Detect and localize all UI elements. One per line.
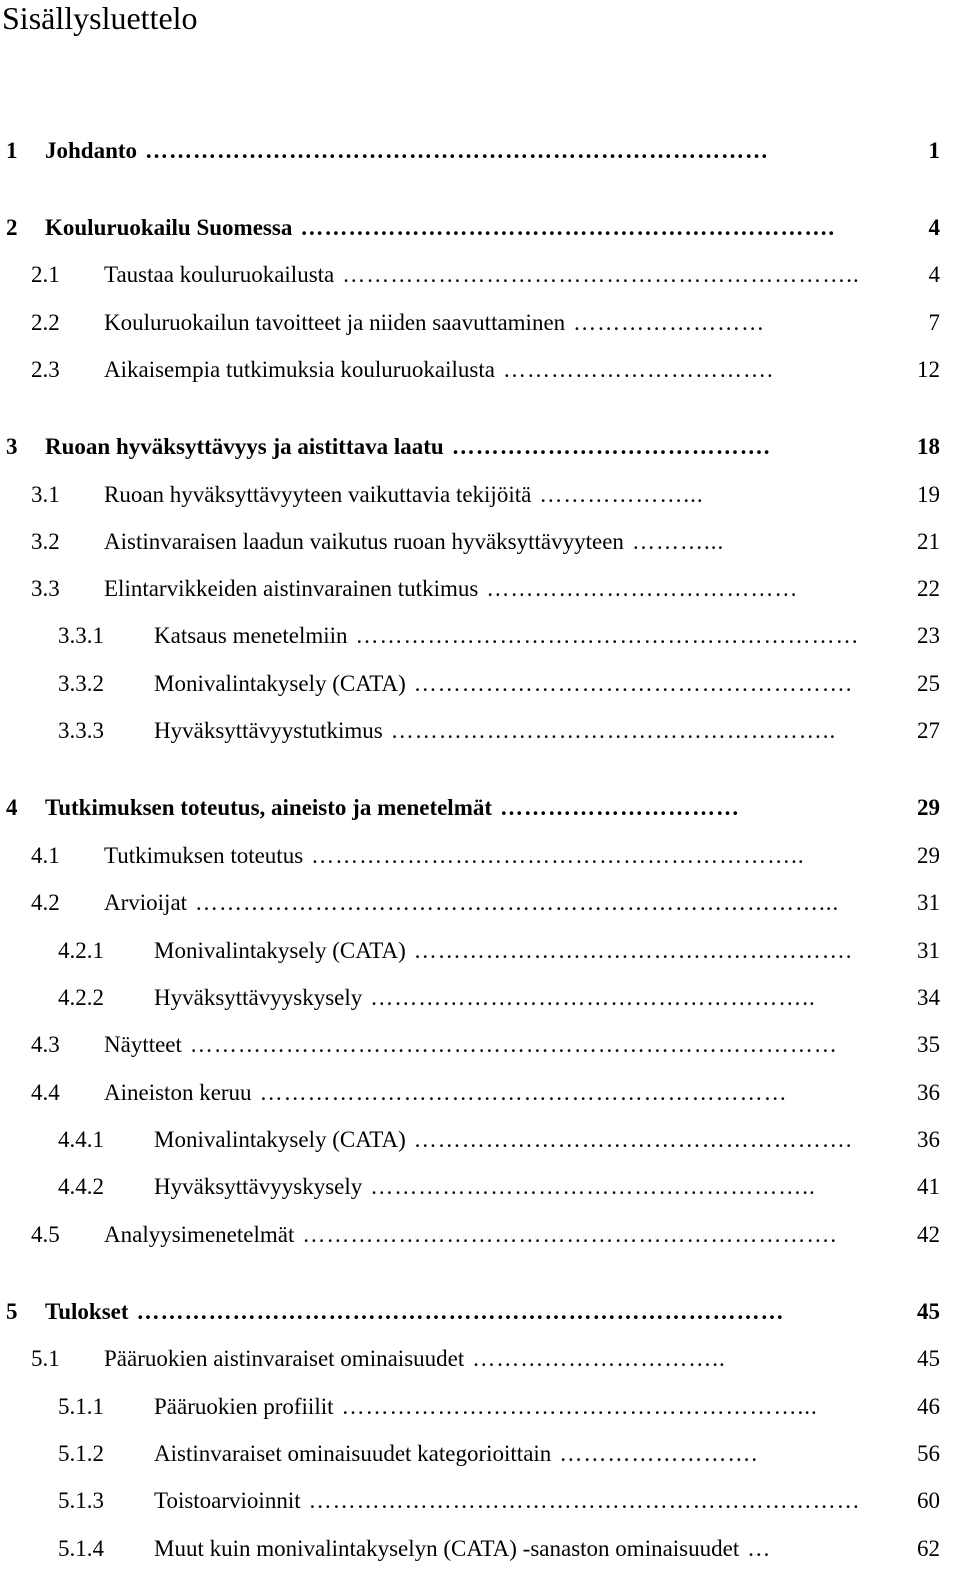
toc-entry-leader: …………………………..: [472, 1346, 726, 1371]
toc-entry-number: 2.3: [31, 357, 60, 382]
toc-entry-page: 31: [917, 890, 940, 915]
toc-entry[interactable]: [0, 136, 940, 166]
toc-entry-title: Monivalintakysely (CATA): [154, 671, 406, 696]
toc-entry-title: Aistinvaraisen laadun vaikutus ruoan hyväksyttävyyteen: [104, 529, 624, 554]
toc-entry-leader: ………………………………….: [451, 434, 771, 459]
toc-entry-leader: …: [747, 1536, 772, 1561]
toc-entry-leader: …………………………….: [502, 357, 774, 382]
toc-entry[interactable]: [0, 213, 940, 243]
toc-entry-title: Analyysimenetelmät: [104, 1222, 295, 1247]
toc-entry[interactable]: [0, 936, 940, 966]
toc-entry-title: Hyväksyttävyyskysely: [154, 1174, 363, 1199]
toc-entry-title: Monivalintakysely (CATA): [154, 1127, 406, 1152]
toc-entry-page: 23: [917, 623, 940, 648]
toc-entry-number: 3: [6, 434, 18, 459]
toc-entry-number: 3.3: [31, 576, 60, 601]
toc-entry-number: 4.2.1: [58, 938, 104, 963]
toc-entry[interactable]: [0, 841, 940, 871]
toc-entry-page: 36: [917, 1127, 940, 1152]
toc-entry-number: 3.3.2: [58, 671, 104, 696]
toc-entry-number: 4.5: [31, 1222, 60, 1247]
toc-entry[interactable]: [0, 308, 940, 338]
toc-entry-page: 62: [917, 1536, 940, 1561]
toc-entry-number: 5.1.4: [58, 1536, 104, 1561]
toc-entry-number: 5.1.2: [58, 1441, 104, 1466]
toc-entry-page: 46: [917, 1394, 940, 1419]
toc-entry-title: Kouluruokailu Suomessa: [45, 215, 293, 240]
toc-entry-number: 4.1: [31, 843, 60, 868]
toc-entry-title: Aikaisempia tutkimuksia kouluruokailusta: [104, 357, 495, 382]
toc-entry-page: 36: [917, 1080, 940, 1105]
toc-entry-leader: ……………………………………………………………………: [145, 138, 770, 163]
toc-entry-title: Ruoan hyväksyttävyys ja aistittava laatu: [45, 434, 444, 459]
toc-entry-page: 12: [917, 357, 940, 382]
toc-entry-page: 60: [917, 1488, 940, 1513]
toc-entry-title: Katsaus menetelmiin: [154, 623, 348, 648]
toc-entry-title: Aistinvaraiset ominaisuudet kategorioittain: [154, 1441, 552, 1466]
toc-entry-title: Pääruokien aistinvaraiset ominaisuudet: [104, 1346, 465, 1371]
toc-entry-leader: ……………………………………………………………: [308, 1488, 861, 1513]
toc-entry-title: Tulokset: [45, 1299, 129, 1324]
toc-entry-leader: ……………………………………………….: [413, 938, 853, 963]
toc-entry[interactable]: [0, 1297, 940, 1327]
toc-entry-leader: ………………………………………………………: [355, 623, 860, 648]
toc-entry-number: 5.1: [31, 1346, 60, 1371]
toc-entry-number: 1: [6, 138, 18, 163]
toc-entry-number: 3.1: [31, 482, 60, 507]
toc-entry-page: 19: [917, 482, 940, 507]
toc-entry-page: 4: [928, 215, 940, 240]
toc-entry[interactable]: [0, 1344, 940, 1374]
toc-entry-leader: ……………………………………………….: [413, 1127, 853, 1152]
toc-entry-page: 18: [917, 434, 940, 459]
toc-entry-number: 4.3: [31, 1032, 60, 1057]
toc-entry-page: 45: [917, 1346, 940, 1371]
toc-entry-leader: …………………….: [559, 1441, 759, 1466]
toc-entry-number: 4.4.2: [58, 1174, 104, 1199]
toc-entry-number: 2.1: [31, 262, 60, 287]
toc-entry-leader: …………………………: [500, 795, 741, 820]
toc-entry-leader: …………………………………………………...: [341, 1394, 818, 1419]
toc-entry-title: Aineiston keruu: [104, 1080, 252, 1105]
toc-entry-title: Muut kuin monivalintakyselyn (CATA) -sanaston ominaisuudet: [154, 1536, 740, 1561]
toc-entry[interactable]: [0, 432, 940, 462]
toc-entry-number: 4.2.2: [58, 985, 104, 1010]
toc-entry[interactable]: [0, 574, 940, 604]
toc-entry-title: Arvioijat: [104, 890, 188, 915]
toc-entry[interactable]: [0, 1220, 940, 1250]
toc-entry-page: 25: [917, 671, 940, 696]
toc-entry-title: Näytteet: [104, 1032, 182, 1057]
toc-entry[interactable]: [0, 260, 940, 290]
toc-entry[interactable]: [0, 1172, 940, 1202]
toc-entry[interactable]: [0, 716, 940, 746]
toc-entry[interactable]: [0, 983, 940, 1013]
toc-entry-leader: ……………………………………………….: [413, 671, 853, 696]
page-title: Sisällysluettelo: [2, 0, 198, 36]
toc-entry-leader: ………………………………………………………………………: [136, 1299, 785, 1324]
toc-entry[interactable]: [0, 669, 940, 699]
toc-entry-page: 29: [917, 843, 940, 868]
toc-entry[interactable]: [0, 1392, 940, 1422]
toc-entry-title: Kouluruokailun tavoitteet ja niiden saavuttaminen: [104, 310, 566, 335]
toc-entry-number: 5.1.1: [58, 1394, 104, 1419]
toc-entry-page: 31: [917, 938, 940, 963]
toc-entry-leader: …………………………………: [486, 576, 799, 601]
toc-entry-leader: ……………………: [573, 310, 766, 335]
toc-entry[interactable]: [0, 480, 940, 510]
toc-entry-page: 42: [917, 1222, 940, 1247]
toc-entry-leader: ………………………………………………..: [370, 1174, 816, 1199]
toc-entry-number: 3.3.1: [58, 623, 104, 648]
toc-entry-title: Taustaa kouluruokailusta: [104, 262, 335, 287]
toc-entry-title: Tutkimuksen toteutus: [104, 843, 304, 868]
toc-entry-page: 29: [917, 795, 940, 820]
toc-entry-number: 2: [6, 215, 18, 240]
toc-entry[interactable]: [0, 1125, 940, 1155]
toc-entry-number: 4.4.1: [58, 1127, 104, 1152]
toc-entry-title: Elintarvikkeiden aistinvarainen tutkimus: [104, 576, 479, 601]
toc-entry[interactable]: [0, 1534, 940, 1564]
toc-entry-page: 41: [917, 1174, 940, 1199]
toc-entry[interactable]: [0, 1486, 940, 1516]
toc-entry-title: Toistoarvioinnit: [154, 1488, 301, 1513]
toc-entry-title: Pääruokien profiilit: [154, 1394, 334, 1419]
toc-entry[interactable]: [0, 888, 940, 918]
toc-entry-page: 7: [928, 310, 940, 335]
toc-entry[interactable]: [0, 355, 940, 385]
toc-entry-title: Monivalintakysely (CATA): [154, 938, 406, 963]
toc-entry-number: 5: [6, 1299, 18, 1324]
toc-entry-leader: ……………………………………………………………………...: [195, 890, 840, 915]
toc-entry[interactable]: [0, 527, 940, 557]
toc-entry-number: 3.2: [31, 529, 60, 554]
toc-entry-number: 2.2: [31, 310, 60, 335]
toc-entry-leader: …………………………………………………………: [259, 1080, 788, 1105]
toc-entry-number: 4.2: [31, 890, 60, 915]
toc-entry-leader: ………………...: [539, 482, 704, 507]
toc-entry-page: 45: [917, 1299, 940, 1324]
toc-entry-number: 3.3.3: [58, 718, 104, 743]
toc-entry[interactable]: [0, 1030, 940, 1060]
toc-entry-title: Tutkimuksen toteutus, aineisto ja menetelmät: [45, 795, 493, 820]
toc-entry[interactable]: [0, 621, 940, 651]
toc-entry-number: 5.1.3: [58, 1488, 104, 1513]
toc-entry-leader: ………………………………………………..: [390, 718, 837, 743]
toc-entry-leader: ………………………………………………………….: [300, 215, 836, 240]
toc-entry-title: Hyväksyttävyyskysely: [154, 985, 363, 1010]
toc-entry-leader: ……………………………………………………..: [311, 843, 805, 868]
toc-entry-page: 4: [928, 262, 940, 287]
toc-entry-title: Hyväksyttävyystutkimus: [154, 718, 383, 743]
toc-entry-leader: ………………………………………………………………………: [189, 1032, 838, 1057]
toc-entry-title: Johdanto: [45, 138, 138, 163]
toc-entry-page: 1: [928, 138, 940, 163]
toc-entry-leader: ………………………………………………………….: [302, 1222, 838, 1247]
toc-entry-leader: ………………………………………………………..: [342, 262, 860, 287]
toc-entry-page: 35: [917, 1032, 940, 1057]
toc-entry-page: 56: [917, 1441, 940, 1466]
toc-entry-number: 4: [6, 795, 18, 820]
toc-entry-page: 22: [917, 576, 940, 601]
toc-entry[interactable]: [0, 1078, 940, 1108]
toc-entry-leader: ………...: [631, 529, 725, 554]
toc-entry[interactable]: [0, 1439, 940, 1469]
toc-entry-number: 4.4: [31, 1080, 60, 1105]
toc-entry-page: 21: [917, 529, 940, 554]
toc-entry-leader: ………………………………………………..: [370, 985, 816, 1010]
toc-entry[interactable]: [0, 793, 940, 823]
toc-entry-page: 27: [917, 718, 940, 743]
toc-entry-title: Ruoan hyväksyttävyyteen vaikuttavia tekijöitä: [104, 482, 532, 507]
toc-entry-page: 34: [917, 985, 940, 1010]
